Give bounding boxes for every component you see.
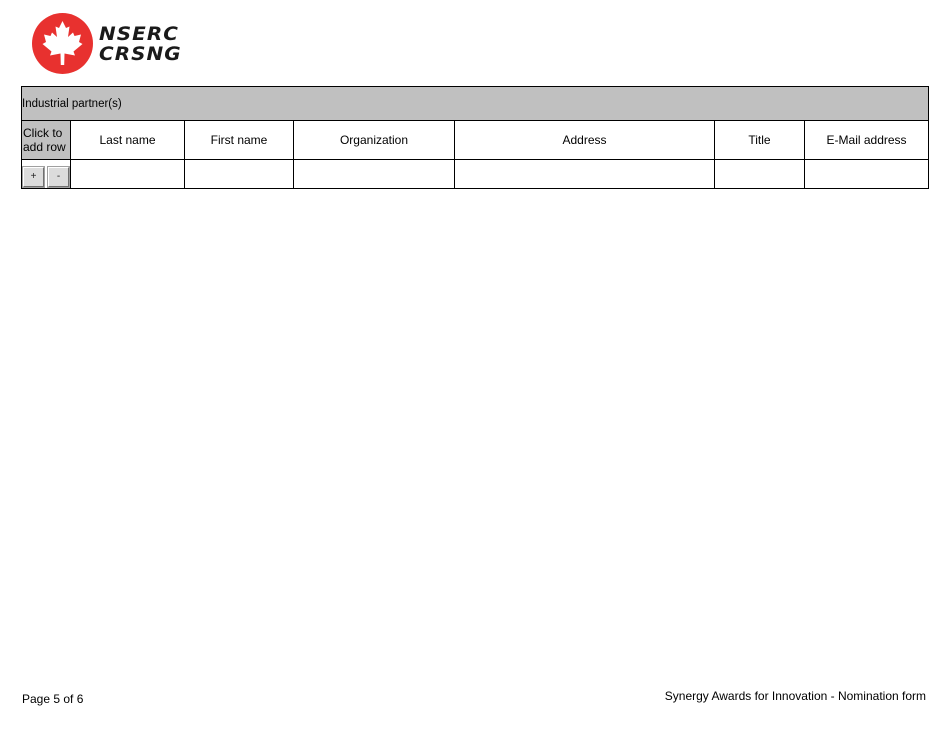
logo-line-crsng: CRSNG — [99, 42, 182, 65]
column-header-last-name: Last name — [71, 121, 185, 160]
row-controls — [22, 160, 71, 189]
table-header-row — [22, 121, 929, 160]
column-header-title: Title — [715, 121, 805, 160]
first-name-field[interactable] — [185, 160, 294, 189]
logo-line-nserc: NSERC — [99, 22, 179, 45]
nserc-logo — [32, 13, 182, 74]
form-title: Synergy Awards for Innovation - Nomination form — [664, 689, 926, 703]
column-header-address: Address — [455, 121, 715, 160]
title-field[interactable] — [715, 160, 805, 189]
column-header-organization: Organization — [294, 121, 455, 160]
organization-field[interactable] — [294, 160, 455, 189]
address-field[interactable] — [455, 160, 715, 189]
click-to-add-row-header — [22, 121, 71, 160]
last-name-field[interactable] — [71, 160, 185, 189]
column-header-email: E-Mail address — [805, 121, 929, 160]
maple-leaf-icon — [32, 13, 93, 74]
logo-wordmark — [99, 22, 182, 65]
email-field[interactable] — [805, 160, 929, 189]
click-to-add-row-line2: add row — [23, 140, 66, 154]
table-title-row — [22, 87, 929, 121]
industrial-partners-table — [21, 86, 929, 189]
column-header-first-name: First name — [185, 121, 294, 160]
table-title: Industrial partner(s) — [22, 87, 929, 121]
page-number: Page 5 of 6 — [22, 692, 84, 706]
remove-row-button[interactable]: - — [48, 167, 69, 187]
table-row — [22, 160, 929, 189]
click-to-add-row-line1: Click to — [23, 126, 63, 140]
add-row-button[interactable]: + — [23, 167, 44, 187]
